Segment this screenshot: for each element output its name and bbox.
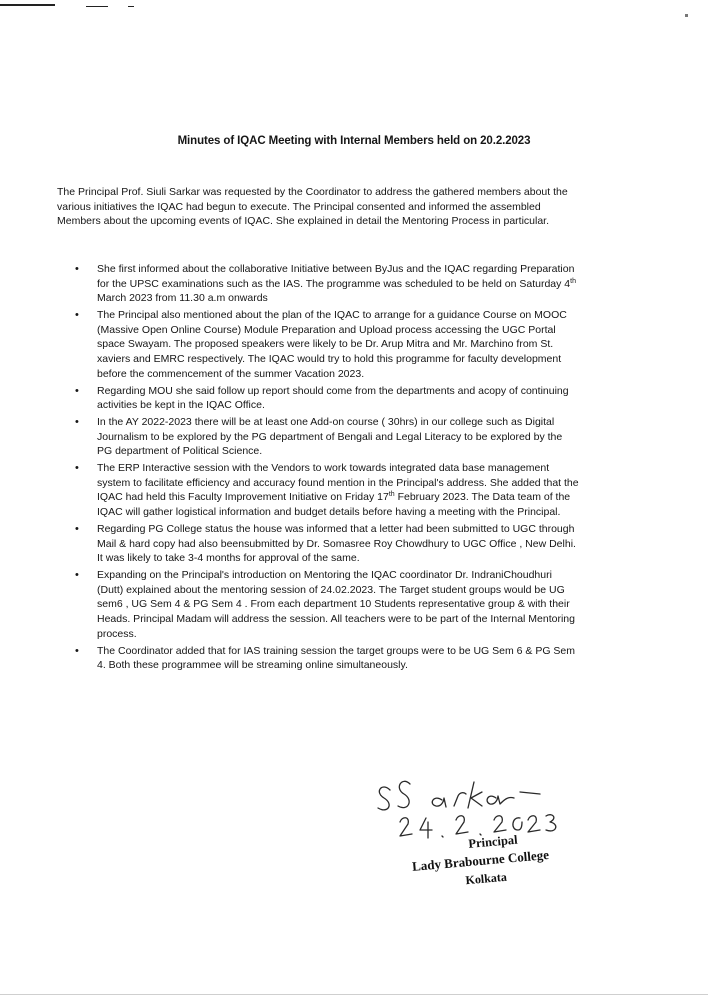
- list-item: [97, 461, 579, 519]
- list-item: • The Coordinator added that for IAS training session the target groups were to be UG Sem 6 & PG Sem 4. Both these programmee will be streaming online simultaneously.: [97, 644, 579, 673]
- bullet-text: She first informed about the collaborative Initiative between ByJus and the IQAC regarding Preparation for the UPSC examinations such as the IAS. The programme was scheduled to be held on Saturday 4: [97, 263, 575, 290]
- document-title: Minutes of IQAC Meeting with Internal Members held on 20.2.2023: [177, 135, 531, 147]
- stamp-designation: Principal: [467, 832, 519, 851]
- minutes-bullet-list: [97, 262, 579, 675]
- list-item: • Expanding on the Principal's introduction on Mentoring the IQAC coordinator Dr. IndraniChoudhuri (Dutt) explained about the mentoring session of 24.02.2023. The Target student groups would be UG sem6 , UG Sem 4 & PG Sem 4 . From each department 10 Students representative group & with their Heads. Principal Madam will address the session. All teachers were to be part of the Internal Mentoring process.: [97, 568, 579, 641]
- ordinal-suffix: th: [570, 277, 576, 285]
- scan-artifact: [86, 6, 108, 7]
- stamp-city: Kolkata: [464, 869, 508, 888]
- list-item: [97, 262, 579, 306]
- bullet-text: February 2023. The Data team of the IQAC will gather logistical information and budget details before having a meeting with the Principal.: [97, 491, 571, 519]
- scan-artifact: [128, 6, 134, 7]
- bullet-text: The ERP Interactive session with the Vendors to work towards integrated data base management system to facilitate efficiency and accuracy found mention in the Principal's address. She added that the IQAC had held this Faculty Improvement Initiative on Friday 17: [97, 462, 579, 504]
- scan-artifact: [685, 14, 688, 17]
- list-item: • Regarding MOU she said follow up report should come from the departments and acopy of continuing activities be kept in the IQAC Office.: [97, 384, 579, 413]
- stamp-institution: Lady Brabourne College: [411, 846, 550, 874]
- ordinal-suffix: th: [388, 491, 395, 499]
- list-item: • In the AY 2022-2023 there will be at least one Add-on course ( 30hrs) in our college such as Digital Journalism to be explored by the PG department of Bengali and Legal Literacy to be explored by the PG department of Political Science.: [97, 415, 579, 459]
- bullet-text: March 2023 from 11.30 a.m onwards: [97, 292, 268, 305]
- list-item: • Regarding PG College status the house was informed that a letter had been submitted to UGC through Mail & hard copy had also beensubmitted by Dr. Somasree Roy Chowdhury to UGC Office , New Delhi. It was likely to take 3-4 months for approval of the same.: [97, 522, 579, 566]
- scan-artifact: [0, 4, 55, 6]
- intro-paragraph: The Principal Prof. Siuli Sarkar was requested by the Coordinator to address the gathered members about the various initiatives the IQAC had begun to execute. The Principal consented and informed the assembled Members about the upcoming events of IQAC. She explained in detail the Mentoring Process in particular.: [57, 186, 568, 228]
- page-edge-line: [0, 994, 708, 995]
- list-item: • The Principal also mentioned about the plan of the IQAC to arrange for a guidance Course on MOOC (Massive Open Online Course) Module Preparation and Upload process accessing the UGC Portal space Swayam. The proposed speakers were likely to be Dr. Arup Mitra and Mr. Marchino from St. xaviers and EMRC respectively. The IQAC would try to hold this programme for faculty development before the commencement of the summer Vacation 2023.: [97, 308, 579, 381]
